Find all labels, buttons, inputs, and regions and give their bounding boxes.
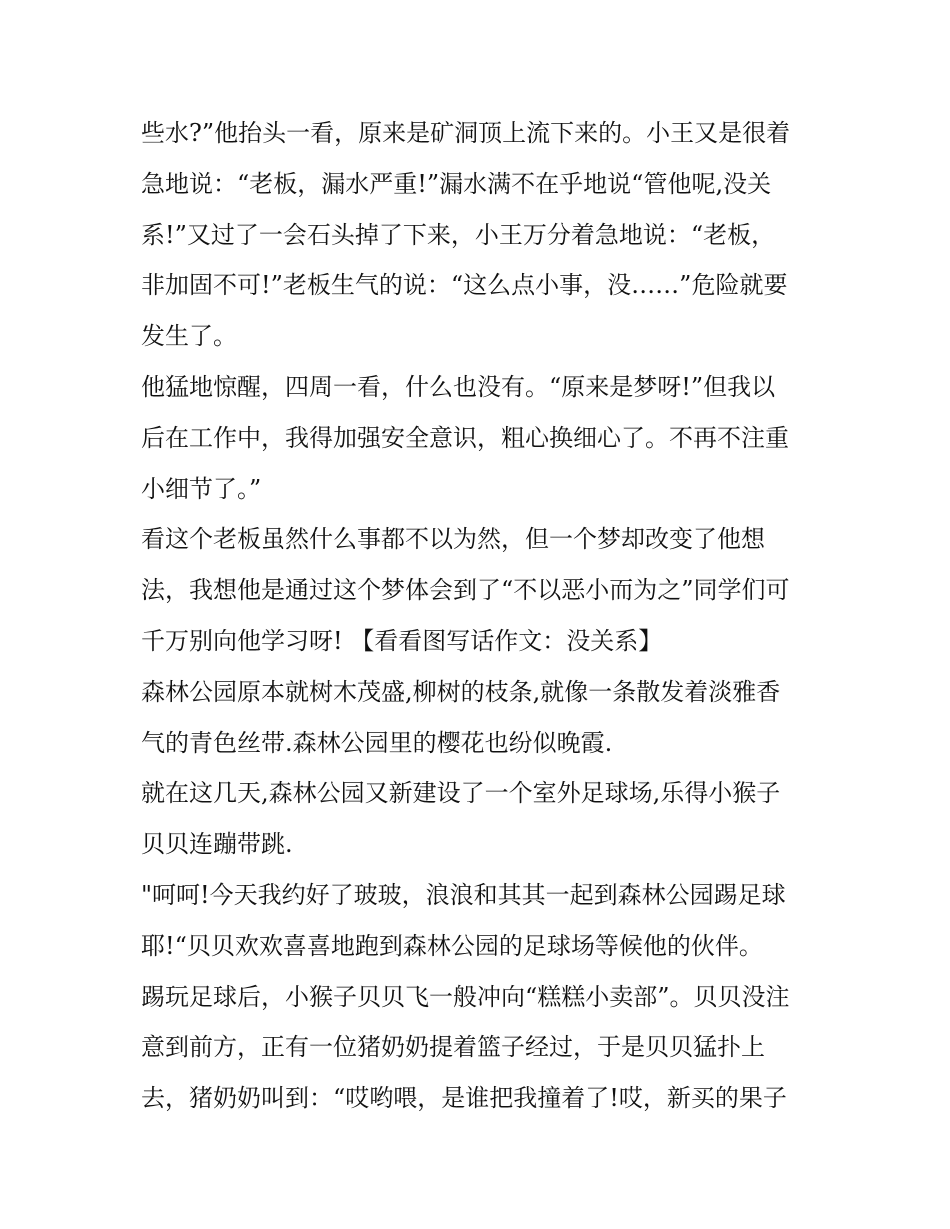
- text-line: 气的青色丝带.森林公园里的樱花也纷似晚霞.: [141, 728, 613, 757]
- text-line: 就在这几天,森林公园又新建设了一个室外足球场,乐得小猴子: [141, 779, 781, 808]
- body-text: [141, 108, 821, 1124]
- text-line: 急地说：“老板，漏水严重!”漏水满不在乎地说“管他呢,没关: [141, 169, 772, 198]
- text-line: 系!”又过了一会石头掉了下来，小王万分着急地说：“老板，: [141, 220, 776, 249]
- text-line: 看这个老板虽然什么事都不以为然，但一个梦却改变了他想: [141, 525, 765, 554]
- text-line: 耶!“贝贝欢欢喜喜地跑到森林公园的足球场等候他的伙伴。: [141, 931, 763, 960]
- text-line: "呵呵!今天我约好了玻玻，浪浪和其其一起到森林公园踢足球: [141, 880, 786, 909]
- text-line: 些水?”他抬头一看，原来是矿洞顶上流下来的。小王又是很着: [141, 119, 791, 147]
- text-line: 意到前方，正有一位猪奶奶提着篮子经过，于是贝贝猛扑上: [141, 1033, 765, 1062]
- text-line: 踢玩足球后，小猴子贝贝飞一般冲向“糕糕小卖部”。贝贝没注: [141, 982, 790, 1011]
- text-line: 法，我想他是通过这个梦体会到了“不以恶小而为之”同学们可: [141, 576, 790, 605]
- text-line: 他猛地惊醒，四周一看，什么也没有。“原来是梦呀!”但我以: [141, 372, 776, 401]
- text-line: 小细节了。”: [141, 474, 262, 503]
- text-line: 非加固不可!”老板生气的说：“这么点小事，没……”危险就要: [141, 271, 788, 300]
- text-line: 去，猪奶奶叫到：“哎哟喂，是谁把我撞着了!哎，新买的果子: [141, 1084, 787, 1113]
- text-line: 后在工作中，我得加强安全意识，粗心换细心了。不再不注重: [141, 423, 789, 452]
- text-line: 森林公园原本就树木茂盛,柳树的枝条,就像一条散发着淡雅香: [141, 677, 781, 706]
- text-line: 发生了。: [141, 322, 237, 351]
- text-line: 贝贝连蹦带跳.: [141, 830, 293, 859]
- text-line: 千万别向他学习呀! 【看看图写话作文：没关系】: [141, 626, 663, 655]
